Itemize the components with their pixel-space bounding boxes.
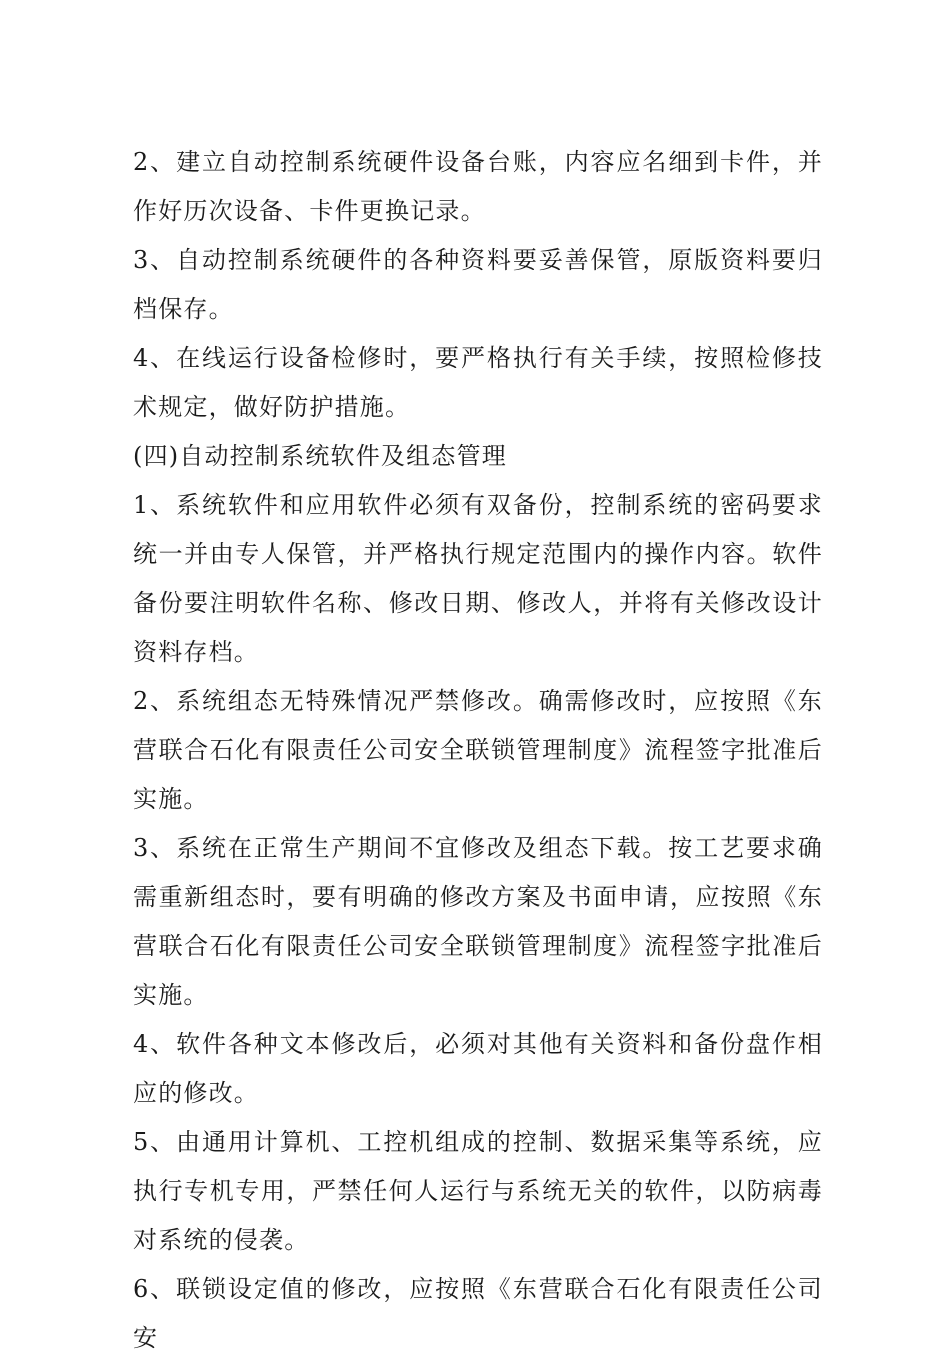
paragraph-online-maintenance: 4、在线运行设备检修时，要严格执行有关手续，按照检修技术规定，做好防护措施。: [133, 344, 823, 421]
document-body: [133, 138, 823, 1363]
paragraph-software-backup: 1、系统软件和应用软件必须有双备份，控制系统的密码要求统一并由专人保管，并严格执行规定范围内的操作内容。软件备份要注明软件名称、修改日期、修改人，并将有关修改设计资料存档。: [133, 491, 823, 666]
paragraph-interlock-setpoint: 6、联锁设定值的修改，应按照《东营联合石化有限责任公司安: [133, 1275, 823, 1352]
paragraph-text-modification: 4、软件各种文本修改后，必须对其他有关资料和备份盘作相应的修改。: [133, 1030, 823, 1107]
paragraph-hardware-ledger: 2、建立自动控制系统硬件设备台账，内容应名细到卡件，并作好历次设备、卡件更换记录。: [133, 148, 823, 225]
section-heading-software-config: (四)自动控制系统软件及组态管理: [133, 442, 507, 470]
paragraph-no-modify-during-production: 3、系统在正常生产期间不宜修改及组态下载。按工艺要求确需重新组态时，要有明确的修改方案及书面申请，应按照《东营联合石化有限责任公司安全联锁管理制度》流程签字批准后实施。: [133, 834, 823, 1009]
paragraph-dedicated-machines: 5、由通用计算机、工控机组成的控制、数据采集等系统，应执行专机专用，严禁任何人运行与系统无关的软件，以防病毒对系统的侵袭。: [133, 1128, 823, 1254]
paragraph-config-modification: 2、系统组态无特殊情况严禁修改。确需修改时，应按照《东营联合石化有限责任公司安全联锁管理制度》流程签字批准后实施。: [133, 687, 823, 813]
paragraph-hardware-documents: 3、自动控制系统硬件的各种资料要妥善保管，原版资料要归档保存。: [133, 246, 823, 323]
